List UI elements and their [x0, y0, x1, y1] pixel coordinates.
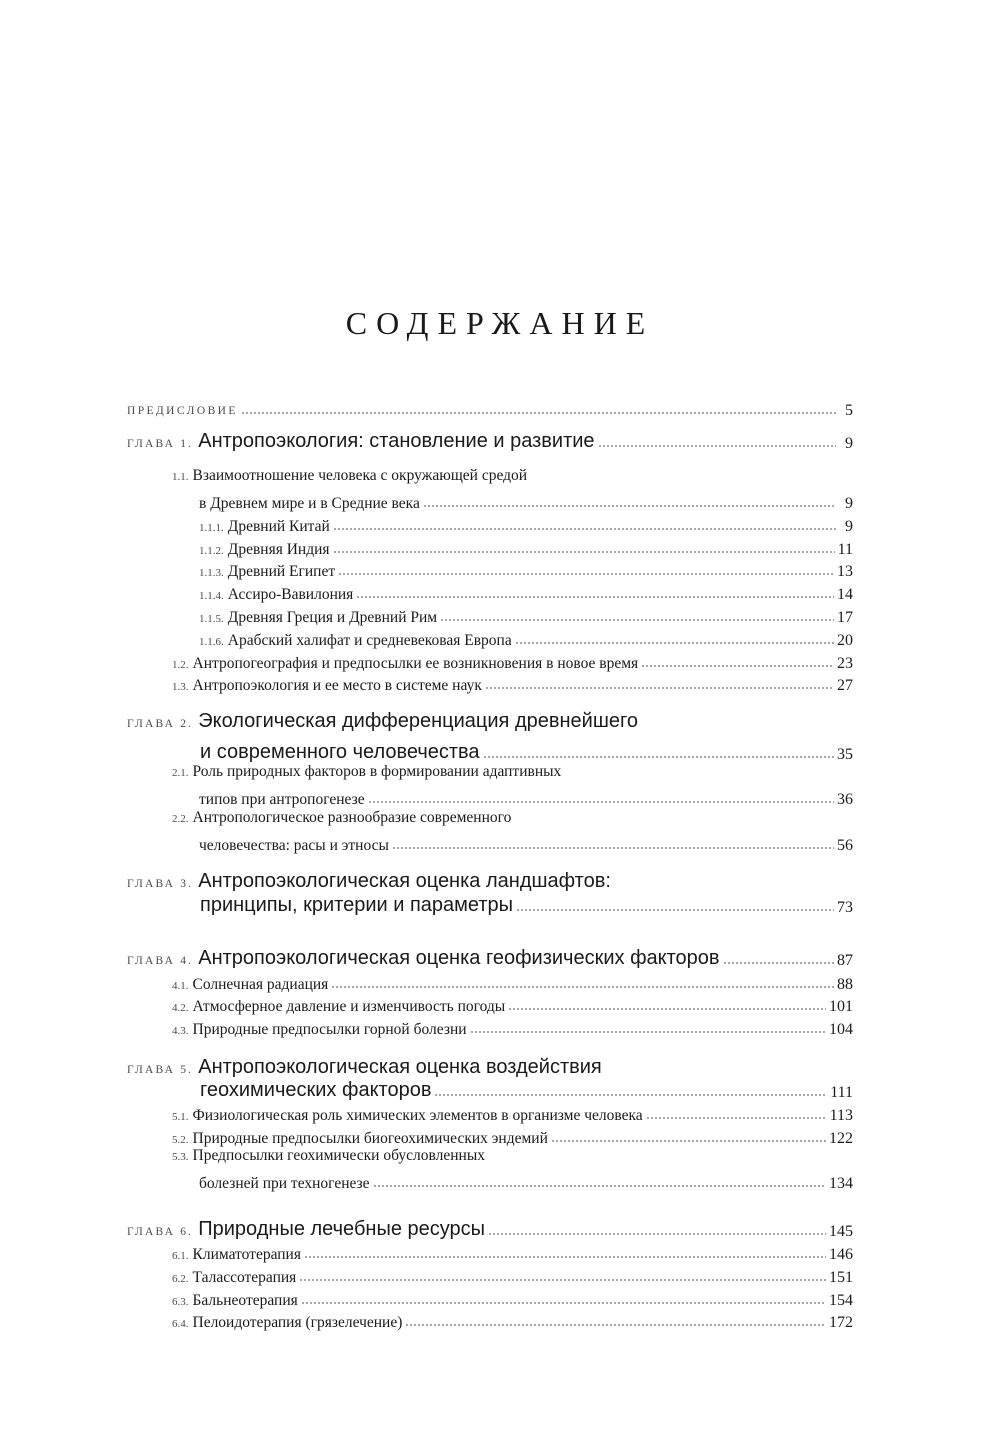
section-title: Климатотерапия — [192, 1246, 301, 1263]
dot-leader — [515, 642, 834, 644]
section-number: 5.2. — [172, 1134, 189, 1146]
toc-entry-chapter-4[interactable] — [127, 946, 853, 970]
chapter-title: Антропоэкологическая оценка геофизических факторов — [198, 947, 720, 969]
section-title: Арабский халифат и средневековая Европа — [227, 632, 512, 649]
toc-entry-2-2-line1[interactable] — [172, 809, 853, 833]
page-number: 122 — [829, 1130, 853, 1147]
section-title: Антропогеография и предпосылки ее возникновения в новое время — [192, 655, 639, 672]
toc-entry-chapter-5-line2[interactable] — [200, 1078, 853, 1102]
dot-leader — [470, 1031, 826, 1033]
section-title: Ассиро-Вавилония — [227, 586, 354, 603]
page-number: 151 — [829, 1269, 853, 1286]
page-number: 104 — [829, 1021, 853, 1038]
toc-entry-2-1-line2[interactable] — [199, 785, 853, 809]
chapter-number: ГЛАВА 2. — [127, 718, 194, 730]
page-number: 20 — [837, 632, 853, 649]
section-number: 1.2. — [172, 659, 189, 671]
toc-entry-6-3[interactable] — [172, 1286, 853, 1310]
section-number: 1.1.2. — [199, 545, 224, 557]
dot-leader — [338, 573, 834, 575]
section-number: 1.1.5. — [199, 613, 224, 625]
toc-entry-5-1[interactable] — [172, 1101, 853, 1125]
toc-entry-1-1-2[interactable] — [199, 535, 853, 559]
dot-leader — [331, 986, 834, 988]
section-number: 2.1. — [172, 767, 189, 779]
dot-leader — [301, 1302, 826, 1304]
toc-entry-6-4[interactable] — [172, 1308, 853, 1332]
chapter-number: ГЛАВА 3. — [127, 878, 194, 890]
page-number: 101 — [829, 998, 853, 1015]
section-title: Предпосылки геохимически обусловленных — [192, 1147, 485, 1164]
toc-entry-1-1-1[interactable] — [199, 512, 853, 536]
dot-leader — [299, 1279, 826, 1281]
toc-entry-1-1-line1[interactable] — [172, 467, 853, 491]
section-number: 2.2. — [172, 813, 189, 825]
section-title-cont: в Древнем мире и в Средние века — [199, 495, 420, 512]
section-title: Солнечная радиация — [192, 976, 329, 993]
section-number: 1.3. — [172, 681, 189, 693]
chapter-title: Экологическая дифференциация древнейшего — [198, 710, 638, 732]
page-number: 11 — [837, 541, 853, 558]
chapter-number: ГЛАВА 4. — [127, 955, 194, 967]
section-title: Древняя Индия — [227, 541, 330, 558]
dot-leader — [641, 665, 834, 667]
page-number: 56 — [837, 837, 853, 854]
page-number: 87 — [837, 952, 853, 969]
section-number: 4.2. — [172, 1002, 189, 1014]
section-number: 6.3. — [172, 1296, 189, 1308]
dot-leader — [405, 1324, 826, 1326]
chapter-title-cont: принципы, критерии и параметры — [200, 894, 514, 916]
section-title-cont: типов при антропогенезе — [199, 791, 365, 808]
toc-entry-2-1-line1[interactable] — [172, 763, 853, 787]
section-title: Природные предпосылки биогеохимических эндемий — [192, 1130, 548, 1147]
toc-entry-1-1-5[interactable] — [199, 603, 853, 627]
section-title-cont: человечества: расы и этносы — [199, 837, 389, 854]
page-number: 9 — [845, 495, 853, 512]
toc-entry-1-3[interactable] — [172, 671, 853, 695]
section-number: 1.1.6. — [199, 636, 224, 648]
page-number: 23 — [837, 655, 853, 672]
section-title: Древний Китай — [227, 518, 330, 535]
section-title: Взаимоотношение человека с окружающей средой — [192, 467, 528, 484]
section-number: 1.1. — [172, 471, 189, 483]
section-title: Пелоидотерапия (грязелечение) — [192, 1314, 403, 1331]
dot-leader — [392, 847, 834, 849]
page-number: 154 — [829, 1292, 853, 1309]
page-number: 5 — [845, 402, 853, 419]
chapter-title: Природные лечебные ресурсы — [198, 1218, 486, 1240]
toc-entry-preface[interactable] — [127, 396, 853, 420]
toc-label: ПРЕДИСЛОВИЕ — [127, 405, 238, 417]
section-title: Талассотерапия — [192, 1269, 297, 1286]
section-title: Древняя Греция и Древний Рим — [227, 609, 438, 626]
toc-entry-chapter-6[interactable] — [127, 1217, 853, 1241]
page-number: 145 — [829, 1223, 853, 1240]
toc-entry-chapter-3-line1[interactable] — [127, 870, 853, 894]
section-title: Роль природных факторов в формировании адаптивных — [192, 763, 562, 780]
dot-leader — [646, 1117, 827, 1119]
page-number: 111 — [830, 1084, 853, 1101]
toc-entry-chapter-2-line1[interactable] — [127, 710, 853, 734]
toc-entry-chapter-5-line1[interactable] — [127, 1056, 853, 1080]
page-number: 17 — [837, 609, 853, 626]
section-title: Антропологическое разнообразие современного — [192, 809, 512, 826]
toc-entry-chapter-1[interactable] — [127, 429, 853, 453]
table-of-contents — [127, 0, 853, 1455]
dot-leader — [723, 962, 834, 964]
section-number: 1.1.3. — [199, 567, 224, 579]
dot-leader — [516, 909, 834, 911]
toc-entry-1-2[interactable] — [172, 649, 853, 673]
toc-entry-6-2[interactable] — [172, 1263, 853, 1287]
toc-entry-1-1-6[interactable] — [199, 626, 853, 650]
toc-entry-1-1-3[interactable] — [199, 557, 853, 581]
toc-entry-chapter-2-line2[interactable] — [200, 740, 853, 764]
toc-entry-5-2[interactable] — [172, 1124, 853, 1148]
dot-leader — [485, 687, 834, 689]
dot-leader — [368, 801, 834, 803]
dot-leader — [440, 619, 834, 621]
section-number: 4.1. — [172, 980, 189, 992]
section-number: 6.4. — [172, 1318, 189, 1330]
page-number: 88 — [837, 976, 853, 993]
section-title: Атмосферное давление и изменчивость погоды — [192, 998, 506, 1015]
section-title: Антропоэкология и ее место в системе наук — [192, 677, 482, 694]
page-number: 35 — [837, 746, 853, 763]
toc-entry-2-2-line2[interactable] — [199, 831, 853, 855]
chapter-title: Антропоэкологическая оценка ландшафтов: — [198, 870, 611, 892]
section-number: 1.1.1. — [199, 522, 224, 534]
chapter-number: ГЛАВА 1. — [127, 438, 194, 450]
page-number: 113 — [829, 1107, 853, 1124]
page-number: 146 — [829, 1246, 853, 1263]
page-number: 172 — [829, 1314, 853, 1331]
chapter-title: Антропоэкология: становление и развитие — [198, 430, 595, 452]
toc-entry-4-1[interactable] — [172, 970, 853, 994]
section-number: 1.1.4. — [199, 590, 224, 602]
dot-leader — [488, 1233, 826, 1235]
dot-leader — [333, 551, 835, 553]
dot-leader — [483, 756, 834, 758]
section-number: 5.1. — [172, 1111, 189, 1123]
section-number: 5.3. — [172, 1151, 189, 1163]
section-title-cont: болезней при техногенезе — [199, 1175, 370, 1192]
chapter-title: Антропоэкологическая оценка воздействия — [198, 1056, 602, 1078]
toc-entry-chapter-3-line2[interactable] — [200, 893, 853, 917]
section-title: Древний Египет — [227, 563, 336, 580]
dot-leader — [434, 1094, 827, 1096]
toc-entry-1-1-line2[interactable] — [199, 489, 853, 513]
dot-leader — [241, 412, 836, 414]
chapter-number: ГЛАВА 6. — [127, 1226, 194, 1238]
section-number: 6.2. — [172, 1273, 189, 1285]
section-title: Физиологическая роль химических элементов в организме человека — [192, 1107, 643, 1124]
page-title: СОДЕРЖАНИЕ — [345, 305, 655, 342]
toc-entry-4-3[interactable] — [172, 1015, 853, 1039]
page-number: 14 — [837, 586, 853, 603]
page-number: 9 — [845, 435, 853, 452]
toc-entry-5-3-line1[interactable] — [172, 1147, 853, 1171]
page-number: 134 — [829, 1175, 853, 1192]
dot-leader — [356, 596, 834, 598]
toc-entry-6-1[interactable] — [172, 1240, 853, 1264]
dot-leader — [304, 1256, 826, 1258]
toc-entry-5-3-line2[interactable] — [199, 1169, 853, 1193]
page-number: 73 — [837, 899, 853, 916]
dot-leader — [598, 445, 836, 447]
section-number: 4.3. — [172, 1025, 189, 1037]
dot-leader — [551, 1140, 826, 1142]
toc-entry-4-2[interactable] — [172, 992, 853, 1016]
toc-entry-1-1-4[interactable] — [199, 580, 853, 604]
page-number: 13 — [837, 563, 853, 580]
chapter-title-cont: и современного человечества — [200, 741, 480, 763]
chapter-number: ГЛАВА 5. — [127, 1064, 194, 1076]
dot-leader — [423, 505, 836, 507]
section-title: Природные предпосылки горной болезни — [192, 1021, 467, 1038]
dot-leader — [373, 1185, 826, 1187]
section-number: 6.1. — [172, 1250, 189, 1262]
dot-leader — [508, 1008, 826, 1010]
page-number: 9 — [845, 518, 853, 535]
section-title: Бальнеотерапия — [192, 1292, 298, 1309]
dot-leader — [333, 528, 836, 530]
page-number: 36 — [837, 791, 853, 808]
page-number: 27 — [837, 677, 853, 694]
chapter-title-cont: геохимических факторов — [200, 1079, 432, 1101]
